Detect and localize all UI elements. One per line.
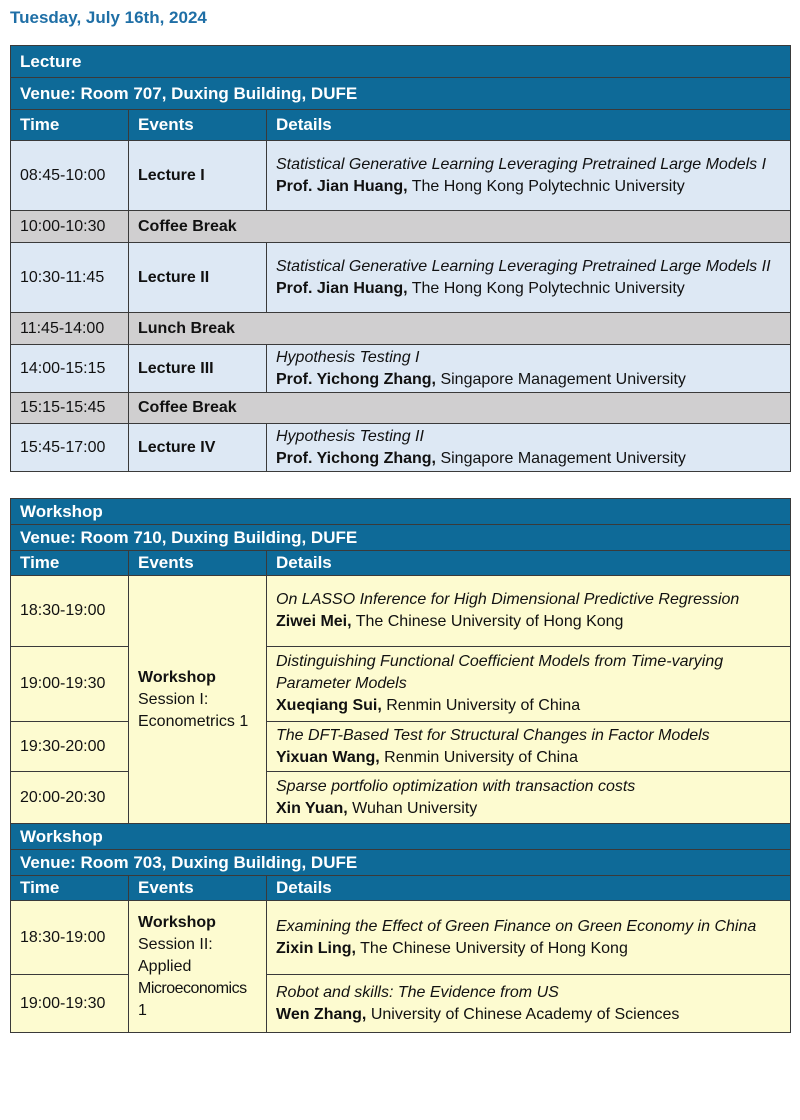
details-cell [267,141,791,211]
speaker-affiliation: Singapore Management University [436,370,686,388]
header-events: Events [129,110,267,141]
speaker-name: Xueqiang Sui, [276,697,382,714]
break-cell: Coffee Break [129,211,791,243]
workshop2-title: Workshop [11,824,791,850]
time-cell: 15:45-17:00 [11,424,129,472]
speaker-affiliation: Wuhan University [347,799,478,817]
time-cell: 19:30-20:00 [11,722,129,772]
details-cell [267,424,791,472]
session-topic: Econometrics 1 [138,712,249,730]
lecture-section-title: Lecture [11,46,791,78]
speaker-name: Prof. Jian Huang, [276,279,408,297]
time-cell: 10:30-11:45 [11,243,129,313]
speaker-affiliation: University of Chinese Academy of Sciences [366,1005,680,1023]
table-row [11,722,791,772]
speaker-name: Prof. Yichong Zhang, [276,370,436,388]
talk-title: Hypothesis Testing II [276,427,424,445]
session-number: Session I: [138,690,209,708]
table-row [11,393,791,424]
workshop1-header-row [11,551,791,576]
table-row [11,211,791,243]
table-row [11,576,791,647]
session-topic: Applied [138,957,192,975]
time-cell: 18:30-19:00 [11,576,129,647]
talk-title: Hypothesis Testing I [276,348,420,366]
workshop2-title-row [11,824,791,850]
header-details: Details [267,110,791,141]
lecture-header-row [11,110,791,141]
table-row [11,141,791,211]
event-cell: Lecture IV [129,424,267,472]
time-cell: 11:45-14:00 [11,313,129,345]
break-cell: Coffee Break [129,393,791,424]
talk-title: Robot and skills: The Evidence from US [276,983,559,1001]
time-cell: 10:00-10:30 [11,211,129,243]
talk-title: On LASSO Inference for High Dimensional Predictive Regression [276,591,740,608]
session-title: Workshop [138,913,216,931]
header-events: Events [129,876,267,901]
session-number: Session II: [138,935,213,953]
session-cell [129,901,267,1033]
time-cell: 15:15-15:45 [11,393,129,424]
header-events: Events [129,551,267,576]
session-cell [129,576,267,824]
time-cell: 14:00-15:15 [11,345,129,393]
details-cell [267,647,791,722]
speaker-name: Prof. Yichong Zhang, [276,449,436,467]
table-row [11,901,791,975]
lecture-venue: Venue: Room 707, Duxing Building, DUFE [11,78,791,110]
table-row [11,772,791,824]
speaker-affiliation: The Hong Kong Polytechnic University [407,177,685,195]
workshop1-title: Workshop [11,499,791,525]
talk-title: Statistical Generative Learning Leveraging Pretrained Large Models I [276,155,767,173]
speaker-name: Ziwei Mei, [276,613,352,630]
details-cell [267,243,791,313]
time-cell: 18:30-19:00 [11,901,129,975]
speaker-affiliation: The Chinese University of Hong Kong [351,613,624,630]
speaker-affiliation: Renmin University of China [381,697,581,714]
break-cell: Lunch Break [129,313,791,345]
workshop2-venue: Venue: Room 703, Duxing Building, DUFE [11,850,791,876]
talk-title: Distinguishing Functional Coefficient Models from Time-varying Parameter Models [276,653,724,692]
details-cell [267,576,791,647]
lecture-schedule-table [10,45,791,472]
session-topic-cont: Microeconomics 1 [138,979,247,1019]
details-cell [267,345,791,393]
speaker-name: Zixin Ling, [276,939,356,957]
details-cell [267,722,791,772]
lecture-section-title-row [11,46,791,78]
speaker-name: Xin Yuan, [276,799,348,817]
schedule-date: Tuesday, July 16th, 2024 [10,8,207,27]
workshop-schedule-table [10,498,791,1033]
details-cell [267,975,791,1033]
talk-title: Sparse portfolio optimization with transaction costs [276,777,636,795]
workshop2-header-row [11,876,791,901]
header-details: Details [267,876,791,901]
header-time: Time [11,551,129,576]
header-details: Details [267,551,791,576]
event-cell: Lecture III [129,345,267,393]
speaker-affiliation: Renmin University of China [379,748,579,766]
workshop2-venue-row [11,850,791,876]
session-title: Workshop [138,668,216,686]
talk-title: Examining the Effect of Green Finance on Green Economy in China [276,917,757,935]
time-cell: 20:00-20:30 [11,772,129,824]
workshop1-venue: Venue: Room 710, Duxing Building, DUFE [11,525,791,551]
event-cell: Lecture II [129,243,267,313]
header-time: Time [11,876,129,901]
workshop1-venue-row [11,525,791,551]
time-cell: 19:00-19:30 [11,647,129,722]
time-cell: 19:00-19:30 [11,975,129,1033]
table-row [11,647,791,722]
workshop1-title-row [11,499,791,525]
speaker-affiliation: Singapore Management University [436,449,686,467]
details-cell [267,901,791,975]
time-cell: 08:45-10:00 [11,141,129,211]
speaker-name: Yixuan Wang, [276,748,380,766]
speaker-name: Prof. Jian Huang, [276,177,408,195]
table-row [11,313,791,345]
header-time: Time [11,110,129,141]
table-row [11,424,791,472]
talk-title: Statistical Generative Learning Leveraging Pretrained Large Models II [276,257,771,275]
speaker-name: Wen Zhang, [276,1005,367,1023]
table-row [11,345,791,393]
speaker-affiliation: The Chinese University of Hong Kong [356,939,628,957]
talk-title: The DFT-Based Test for Structural Changes in Factor Models [276,726,710,744]
speaker-affiliation: The Hong Kong Polytechnic University [407,279,685,297]
lecture-venue-row [11,78,791,110]
table-row [11,975,791,1033]
details-cell [267,772,791,824]
table-row [11,243,791,313]
event-cell: Lecture I [129,141,267,211]
